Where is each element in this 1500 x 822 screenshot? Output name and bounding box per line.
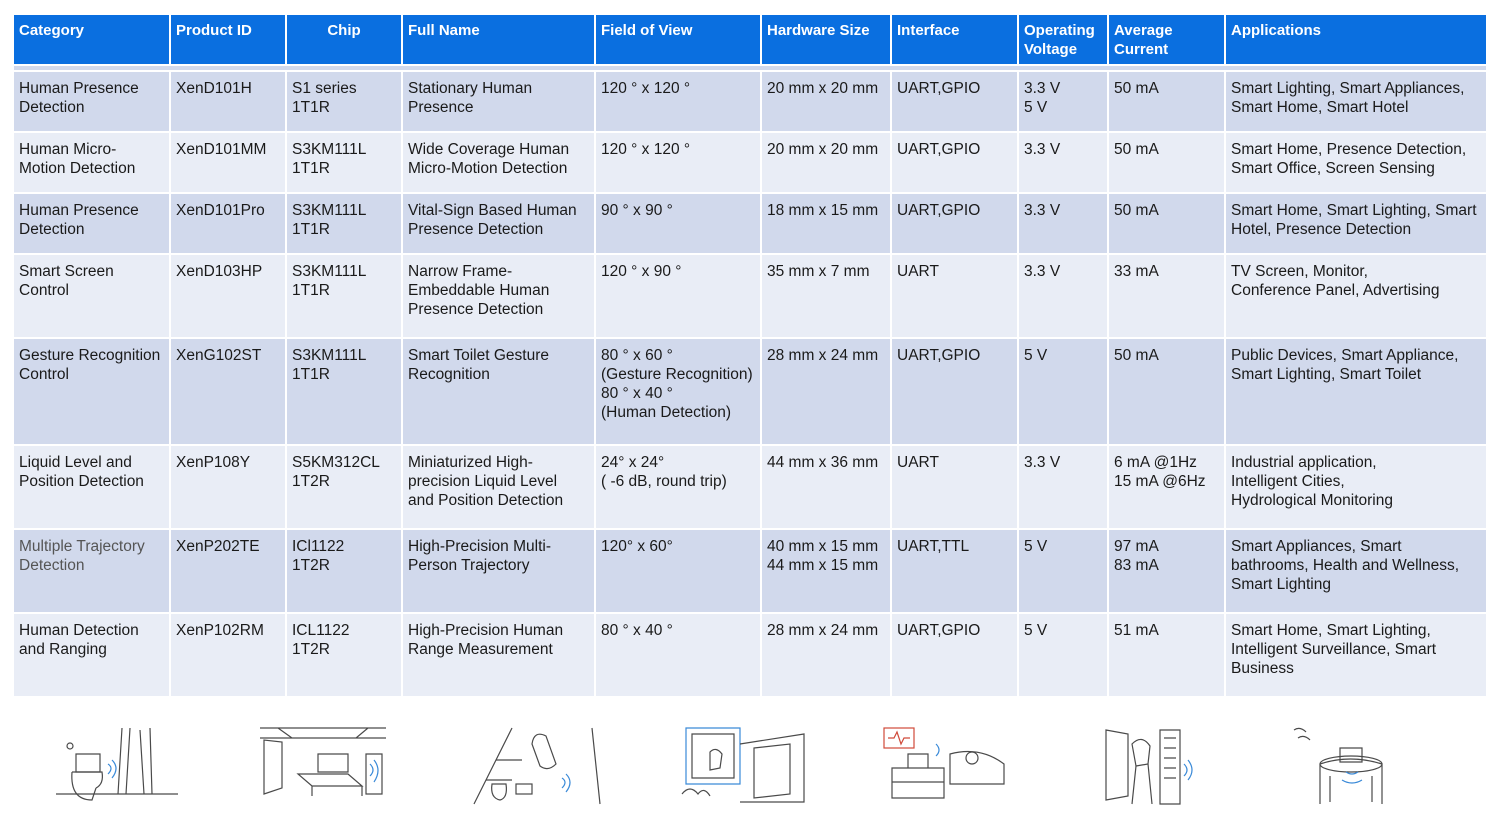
cell-full-name: High-Precision Human Range Measurement xyxy=(402,613,595,697)
cell-current: 50 mA xyxy=(1108,71,1225,132)
cell-applications: Smart Home, Presence Detection, Smart Office, Screen Sensing xyxy=(1225,132,1487,193)
table-row xyxy=(13,254,1487,338)
cell-applications: Industrial application, Intelligent Cities, Hydrological Monitoring xyxy=(1225,445,1487,529)
cell-current: 97 mA 83 mA xyxy=(1108,529,1225,613)
cell-category: Human Presence Detection xyxy=(13,193,170,254)
header-hw-size: Hardware Size xyxy=(761,14,891,65)
cell-applications: Smart Home, Smart Lighting, Intelligent Surveillance, Smart Business xyxy=(1225,613,1487,697)
cell-interface: UART,GPIO xyxy=(891,613,1018,697)
cell-full-name: Wide Coverage Human Micro-Motion Detection xyxy=(402,132,595,193)
cell-category: Human Micro- Motion Detection xyxy=(13,132,170,193)
header-full-name: Full Name xyxy=(402,14,595,65)
cell-hw-size: 28 mm x 24 mm xyxy=(761,338,891,445)
cell-full-name: Stationary Human Presence xyxy=(402,71,595,132)
cell-chip: ICl1122 1T2R xyxy=(286,529,402,613)
cell-full-name: Narrow Frame- Embeddable Human Presence Detection xyxy=(402,254,595,338)
cell-applications: Smart Lighting, Smart Appliances, Smart Home, Smart Hotel xyxy=(1225,71,1487,132)
cell-category: Smart Screen Control xyxy=(13,254,170,338)
cell-applications: Public Devices, Smart Appliance, Smart Lighting, Smart Toilet xyxy=(1225,338,1487,445)
header-row xyxy=(13,14,1487,65)
cell-product-id: XenD101MM xyxy=(170,132,286,193)
cell-interface: UART,GPIO xyxy=(891,132,1018,193)
cell-interface: UART,TTL xyxy=(891,529,1018,613)
header-voltage: Operating Voltage xyxy=(1018,14,1108,65)
table-row xyxy=(13,529,1487,613)
cell-chip: S5KM312CL 1T2R xyxy=(286,445,402,529)
cell-hw-size: 44 mm x 36 mm xyxy=(761,445,891,529)
spec-table xyxy=(12,13,1488,698)
cell-applications: TV Screen, Monitor, Conference Panel, Advertising xyxy=(1225,254,1487,338)
cell-interface: UART xyxy=(891,445,1018,529)
cell-fov: 24° x 24° ( -6 dB, round trip) xyxy=(595,445,761,529)
cell-hw-size: 28 mm x 24 mm xyxy=(761,613,891,697)
cell-hw-size: 40 mm x 15 mm 44 mm x 15 mm xyxy=(761,529,891,613)
cell-fov: 80 ° x 60 ° (Gesture Recognition) 80 ° x 40 ° (Human Detection) xyxy=(595,338,761,445)
cell-interface: UART xyxy=(891,254,1018,338)
cell-category: Gesture Recognition Control xyxy=(13,338,170,445)
cell-voltage: 3.3 V xyxy=(1018,445,1108,529)
cell-fov: 120° x 60° xyxy=(595,529,761,613)
table-row xyxy=(13,445,1487,529)
table-row xyxy=(13,71,1487,132)
table-row xyxy=(13,132,1487,193)
bedside-monitor-illustration xyxy=(880,724,1010,806)
smart-toilet-illustration xyxy=(52,724,182,806)
cell-product-id: XenD101Pro xyxy=(170,193,286,254)
header-category: Category xyxy=(13,14,170,65)
cell-product-id: XenP102RM xyxy=(170,613,286,697)
cell-category: Human Detection and Ranging xyxy=(13,613,170,697)
cell-fov: 90 ° x 90 ° xyxy=(595,193,761,254)
cell-interface: UART,GPIO xyxy=(891,338,1018,445)
cell-fov: 80 ° x 40 ° xyxy=(595,613,761,697)
cell-product-id: XenP108Y xyxy=(170,445,286,529)
cell-full-name: Vital-Sign Based Human Presence Detection xyxy=(402,193,595,254)
cell-hw-size: 20 mm x 20 mm xyxy=(761,71,891,132)
header-current: Average Current xyxy=(1108,14,1225,65)
cell-current: 6 mA @1Hz 15 mA @6Hz xyxy=(1108,445,1225,529)
cell-current: 33 mA xyxy=(1108,254,1225,338)
cell-current: 50 mA xyxy=(1108,132,1225,193)
window-illustration xyxy=(680,724,810,806)
cell-hw-size: 20 mm x 20 mm xyxy=(761,132,891,193)
cell-applications: Smart Home, Smart Lighting, Smart Hotel, Presence Detection xyxy=(1225,193,1487,254)
cell-hw-size: 35 mm x 7 mm xyxy=(761,254,891,338)
door-panel-illustration xyxy=(1102,724,1232,806)
header-applications: Applications xyxy=(1225,14,1487,65)
water-tank-illustration xyxy=(1290,724,1420,806)
cell-full-name: Smart Toilet Gesture Recognition xyxy=(402,338,595,445)
cell-voltage: 3.3 V xyxy=(1018,254,1108,338)
cell-current: 50 mA xyxy=(1108,193,1225,254)
cell-fov: 120 ° x 90 ° xyxy=(595,254,761,338)
table-row xyxy=(13,193,1487,254)
cell-interface: UART,GPIO xyxy=(891,71,1018,132)
cell-voltage: 5 V xyxy=(1018,613,1108,697)
bedroom-illustration xyxy=(258,724,388,806)
cell-fov: 120 ° x 120 ° xyxy=(595,71,761,132)
cell-voltage: 5 V xyxy=(1018,529,1108,613)
header-interface: Interface xyxy=(891,14,1018,65)
header-product-id: Product ID xyxy=(170,14,286,65)
cell-voltage: 3.3 V 5 V xyxy=(1018,71,1108,132)
cell-chip: S3KM111L 1T1R xyxy=(286,338,402,445)
cell-chip: S3KM111L 1T1R xyxy=(286,254,402,338)
cell-fov: 120 ° x 120 ° xyxy=(595,132,761,193)
cell-chip: S1 series 1T1R xyxy=(286,71,402,132)
cell-voltage: 5 V xyxy=(1018,338,1108,445)
cell-full-name: High-Precision Multi- Person Trajectory xyxy=(402,529,595,613)
parking-illustration xyxy=(472,724,602,806)
cell-product-id: XenD103HP xyxy=(170,254,286,338)
cell-hw-size: 18 mm x 15 mm xyxy=(761,193,891,254)
cell-product-id: XenD101H xyxy=(170,71,286,132)
cell-full-name: Miniaturized High- precision Liquid Level and Position Detection xyxy=(402,445,595,529)
cell-product-id: XenG102ST xyxy=(170,338,286,445)
cell-current: 51 mA xyxy=(1108,613,1225,697)
cell-applications: Smart Appliances, Smart bathrooms, Health and Wellness, Smart Lighting xyxy=(1225,529,1487,613)
cell-category: Human Presence Detection xyxy=(13,71,170,132)
cell-interface: UART,GPIO xyxy=(891,193,1018,254)
cell-category: Liquid Level and Position Detection xyxy=(13,445,170,529)
cell-current: 50 mA xyxy=(1108,338,1225,445)
cell-chip: ICL1122 1T2R xyxy=(286,613,402,697)
cell-product-id: XenP202TE xyxy=(170,529,286,613)
table-row xyxy=(13,613,1487,697)
cell-voltage: 3.3 V xyxy=(1018,193,1108,254)
header-fov: Field of View xyxy=(595,14,761,65)
table-row xyxy=(13,338,1487,445)
cell-chip: S3KM111L 1T1R xyxy=(286,132,402,193)
cell-category: Multiple Trajectory Detection xyxy=(13,529,170,613)
header-chip: Chip xyxy=(286,14,402,65)
cell-voltage: 3.3 V xyxy=(1018,132,1108,193)
cell-chip: S3KM111L 1T1R xyxy=(286,193,402,254)
